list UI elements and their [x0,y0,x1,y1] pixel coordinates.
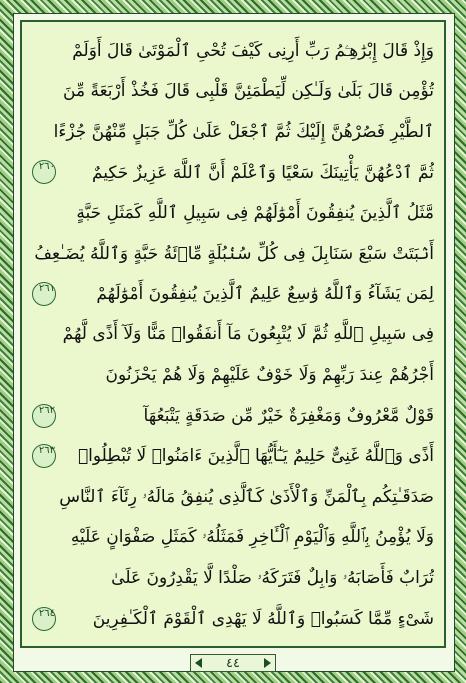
verse-text: ٱلطَّيْرِ فَصُرْهُنَّ إِلَيْكَ ثُمَّ ٱجْعَلْ عَلَىٰ كُلِّ جَبَلٍ مِّنْهُنَّ جُزْءًا [53,121,434,142]
verse-text: لِمَن يَشَآءُ وَٱللَّهُ وَٰسِعٌ عَلِيمٌ ٱلَّذِينَ يُنفِقُونَ أَمْوَٰلَهُمْ [96,284,434,305]
verse-line [32,233,434,274]
verse-line [32,152,434,193]
verse-end-marker: ٢٦٠ [32,160,56,184]
next-page-icon[interactable] [264,658,271,668]
previous-page-icon[interactable] [195,658,202,668]
verse-line [32,395,434,436]
verse-line [32,558,434,599]
verse-text: شَىْءٍ مِّمَّا كَسَبُوا۟ وَٱللَّهُ لَا يَهْدِى ٱلْقَوْمَ ٱلْكَـٰفِرِينَ [92,609,434,630]
verse-end-marker: ٢٦٤ [32,607,56,631]
verse-end-marker: ٢٦٣ [32,444,56,468]
verse-end-marker: ٢٦١ [32,282,56,306]
verse-text: أَنۢبَتَتْ سَبْعَ سَنَابِلَ فِى كُلِّ سُنۢبُلَةٍ مِّا۟ئَةُ حَبَّةٍ وَٱللَّهُ يُضَـٰعِفُ [34,243,434,264]
page-footer [0,654,466,676]
verse-line [32,71,434,112]
verse-line [32,477,434,518]
verse-text: صَدَقَـٰتِكُم بِٱلْمَنِّ وَٱلْأَذَىٰ كَٱلَّذِى يُنفِقُ مَالَهُۥ رِئَآءَ ٱلنَّاسِ [59,487,434,508]
verse-line [32,111,434,152]
verse-line [32,436,434,477]
verse-text: وَلَا يُؤْمِنُ بِٱللَّهِ وَٱلْيَوْمِ ٱلْـَٔاخِرِ فَمَثَلُهُۥ كَمَثَلِ صَفْوَانٍ عَلَيْهِ [70,527,434,548]
verse-text: أَجْرُهُمْ عِندَ رَبِّهِمْ وَلَا خَوْفٌ عَلَيْهِمْ وَلَا هُمْ يَحْزَنُونَ [105,365,434,386]
verse-text: مَّثَلُ ٱلَّذِينَ يُنفِقُونَ أَمْوَٰلَهُمْ فِى سَبِيلِ ٱللَّهِ كَمَثَلِ حَبَّةٍ [76,203,434,224]
verse-line [32,30,434,71]
verse-line [32,192,434,233]
quran-page [20,20,446,648]
verse-text: تُؤْمِن قَالَ بَلَىٰ وَلَـٰكِن لِّيَطْمَئِنَّ قَلْبِى قَالَ فَخُذْ أَرْبَعَةً مِّنَ [63,80,434,101]
page-number: ٤٤ [226,655,240,671]
page-number-box [190,654,276,672]
verse-line [32,314,434,355]
verse-line [32,517,434,558]
verse-line [32,274,434,315]
verse-end-marker: ٢٦٢ [32,404,56,428]
verse-text: ثُمَّ ٱدْعُهُنَّ يَأْتِينَكَ سَعْيًا وَٱعْلَمْ أَنَّ ٱللَّهَ عَزِيزٌ حَكِيمٌ [91,162,434,183]
verse-text: وَإِذْ قَالَ إِبْرَٰهِـۧمُ رَبِّ أَرِنِى كَيْفَ تُحْىِ ٱلْمَوْتَىٰ قَالَ أَوَلَمْ [72,40,434,61]
verse-text: قَوْلٌ مَّعْرُوفٌ وَمَغْفِرَةٌ خَيْرٌ مِّن صَدَقَةٍ يَتْبَعُهَآ [143,405,434,426]
verse-text: تُرَابٌ فَأَصَابَهُۥ وَابِلٌ فَتَرَكَهُۥ صَلْدًا لَّا يَقْدِرُونَ عَلَىٰ [111,568,434,589]
verse-lines [32,30,434,638]
verse-text: أَذًى وَٱللَّهُ غَنِىٌّ حَلِيمٌ يَـٰٓأَيُّهَا ٱلَّذِينَ ءَامَنُوا۟ لَا تُبْطِلُوا۟ [77,446,434,467]
verse-line [32,355,434,396]
verse-line [32,598,434,639]
verse-text: فِى سَبِيلِ ٱللَّهِ ثُمَّ لَا يُتْبِعُونَ مَآ أَنفَقُوا۟ مَنًّا وَلَآ أَذًى لَّهُمْ [62,324,434,345]
